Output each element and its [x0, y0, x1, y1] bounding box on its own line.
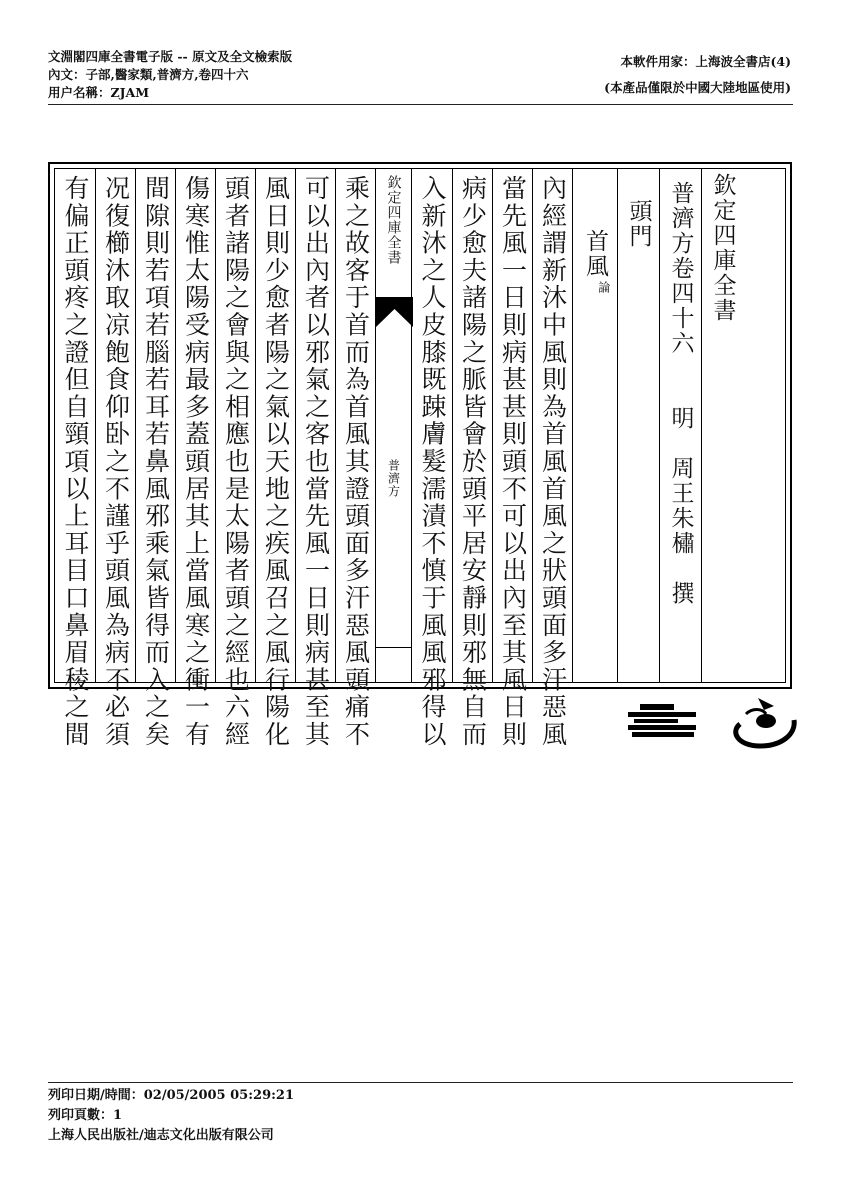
heading-column-toumen [617, 169, 659, 682]
footer-rule [48, 1082, 793, 1083]
header-user-name: 用户名稱：ZJAM [48, 85, 150, 100]
margin-divider [376, 647, 411, 648]
column-text: 有偏正頭疼之證但自頸項以上耳目口鼻眉稜之間 [61, 175, 90, 749]
header-region-note: (本產品僅限於中國大陸地區使用) [604, 80, 791, 95]
heading-column-shoufeng [572, 169, 617, 682]
publisher: 上海人民出版社/迪志文化出版有限公司 [48, 1128, 274, 1143]
text-column [492, 169, 532, 749]
book-page-inner [54, 168, 786, 749]
text-column [532, 169, 572, 749]
column-text: 病少愈夫諸陽之脈皆會於頭平居安靜則邪無自而 [458, 175, 488, 749]
header-content-path: 內文：子部,醫家類,普濟方,卷四十六 [48, 67, 249, 82]
chapter-heading: 頭門 [625, 199, 652, 249]
text-column [412, 169, 452, 749]
heading-column-volume [659, 169, 701, 682]
section-heading-note: 論 [596, 281, 611, 293]
volume-title: 普濟方卷四十六 明 周王朱橚 撰 [667, 181, 694, 606]
margin-volume-title: 普濟方 [386, 459, 401, 498]
column-text: 風日則少愈者陽之氣以天地之疾風召之風行陽化 [261, 175, 291, 749]
siku-logo-icon [628, 694, 798, 750]
book-page [48, 162, 792, 749]
text-column [335, 169, 375, 749]
column-text: 當先風一日則病甚甚則頭不可以出內至其風日則 [498, 175, 528, 749]
text-column [175, 169, 215, 749]
column-text: 乘之故客于首而為首風其證頭面多汗惡風頭痛不 [341, 175, 371, 749]
header-left [48, 48, 292, 102]
column-text: 內經謂新沐中風則為首風首風之狀頭面多汗惡風 [538, 175, 568, 749]
text-column [95, 169, 135, 749]
series-title: 欽定四庫全書 [709, 173, 736, 323]
text-column [255, 169, 295, 749]
column-text: 入新沐之人皮膝既踈膚髮濡漬不慎于風風邪得以 [418, 175, 447, 749]
fishtail-ornament-icon [376, 297, 413, 327]
column-text: 頭者諸陽之會與之相應也是太陽者頭之經也六經 [221, 175, 251, 749]
header-title: 文淵閣四庫全書電子版 -- 原文及全文檢索版 [48, 49, 293, 64]
column-text: 况復櫛沐取凉飽食仰卧之不謹乎頭風為病不必須 [101, 175, 131, 749]
header-right [604, 53, 791, 105]
column-text: 傷寒惟太陽受病最多蓋頭居其上當風寒之衝一有 [181, 175, 211, 749]
heading-column-series [701, 169, 743, 682]
margin-book-title: 欽定四庫全書 [385, 175, 402, 265]
section-heading: 首風 [582, 229, 608, 279]
text-column [135, 169, 175, 749]
text-column [215, 169, 255, 749]
print-datetime: 列印日期/時間：02/05/2005 05:29:21 [48, 1088, 295, 1103]
footer [48, 1086, 294, 1146]
header-licensee: 本軟件用家：上海波全書店(4) [620, 54, 791, 69]
column-text: 間隙則若項若腦若耳若鼻風邪乘氣皆得而入之矣 [141, 175, 171, 749]
header-rule [48, 104, 793, 105]
text-column [55, 169, 95, 749]
column-text: 可以出內者以邪氣之客也當先風一日則病甚至其 [301, 175, 331, 749]
text-column [452, 169, 492, 749]
text-column [295, 169, 335, 749]
print-page-count: 列印頁數：1 [48, 1108, 123, 1123]
page-margin-column [375, 169, 412, 682]
